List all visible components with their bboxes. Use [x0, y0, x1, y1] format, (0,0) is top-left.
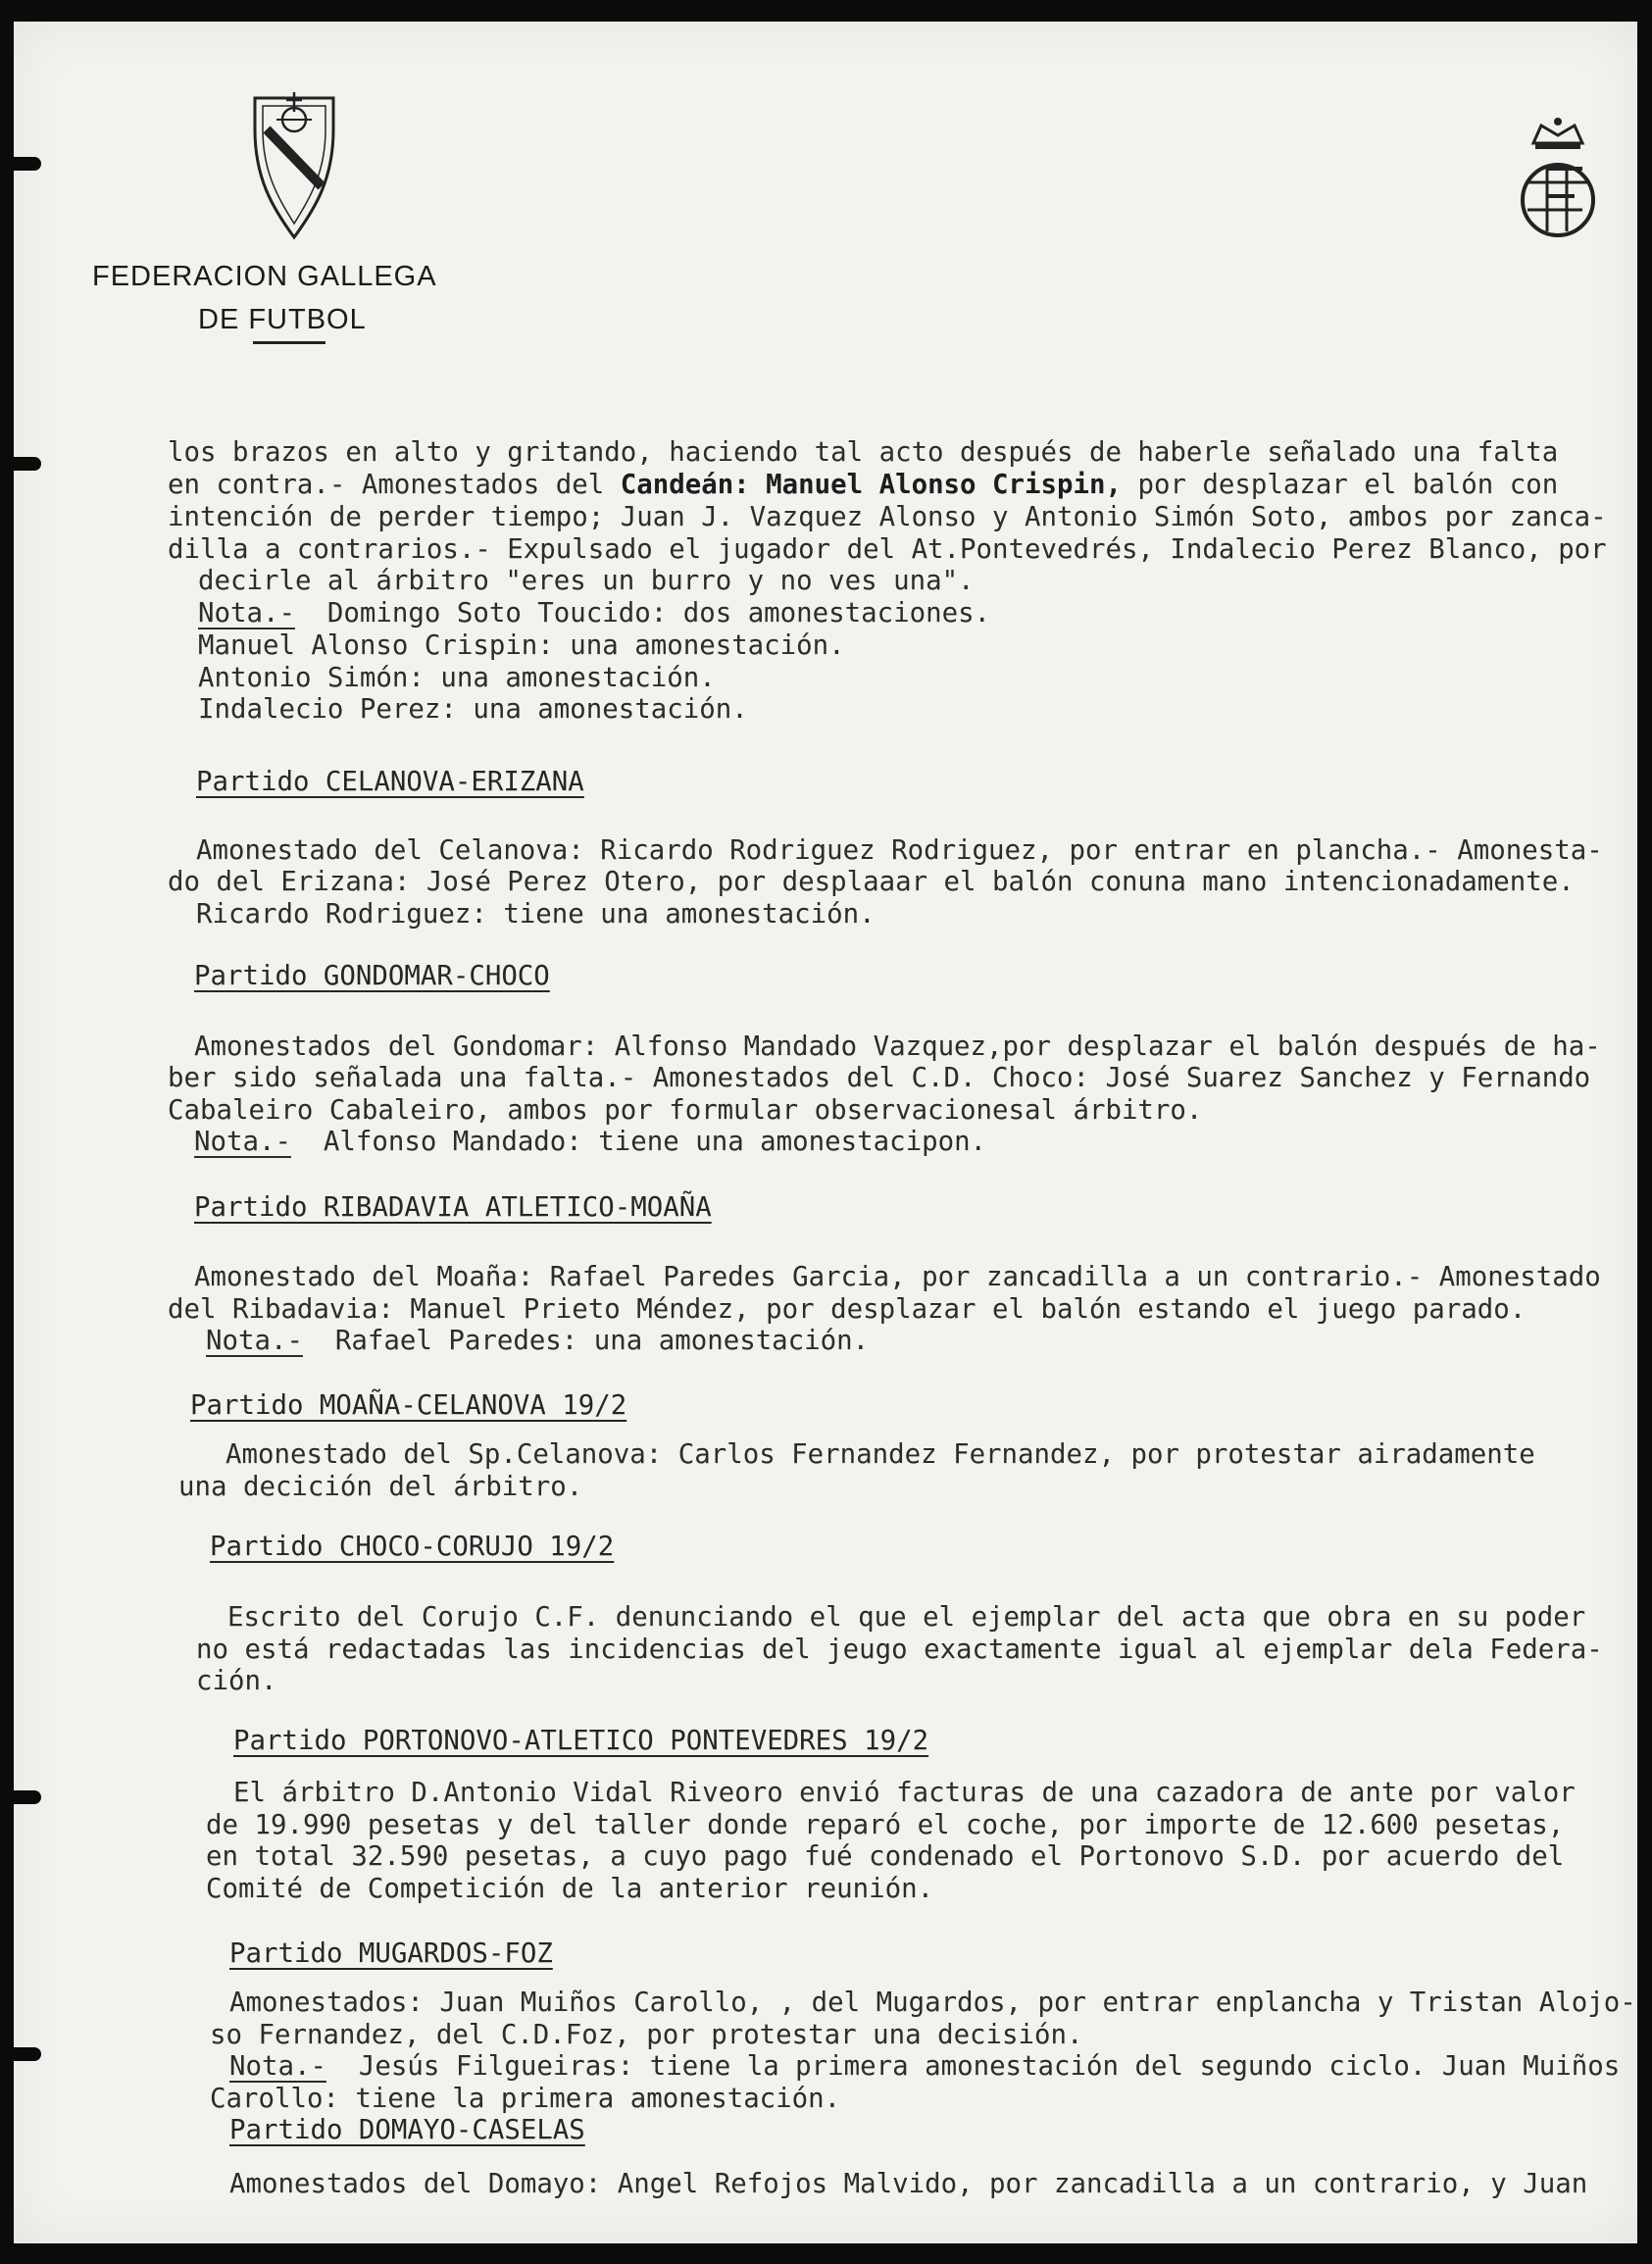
- text-line: no está redactadas las incidencias del jeugo exactamente igual al ejemplar dela Federa-: [196, 1635, 1603, 1665]
- section-heading: Partido MUGARDOS-FOZ: [229, 1938, 553, 1969]
- section-heading: Partido CELANOVA-ERIZANA: [196, 767, 584, 797]
- document-page: [14, 22, 1637, 2243]
- text-line: Manuel Alonso Crispin: una amonestación.: [198, 630, 845, 661]
- text-line: Amonestados del Domayo: Angel Refojos Malvido, por zancadilla a un contrario, y Juan: [229, 2169, 1588, 2199]
- text-line: Indalecio Perez: una amonestación.: [198, 694, 748, 725]
- text-line: los brazos en alto y gritando, haciendo tal acto después de haberle señalado una falta: [168, 437, 1559, 468]
- text-line: Amonestado del Celanova: Ricardo Rodriguez Rodriguez, por entrar en plancha.- Amonesta-: [196, 835, 1603, 866]
- nota-label: Nota.-: [229, 2051, 326, 2082]
- org-name-line1: FEDERACION GALLEGA: [92, 261, 437, 292]
- nota-line: Nota.- Rafael Paredes: una amonestación.: [206, 1326, 870, 1356]
- text-line: en total 32.590 pesetas, a cuyo pago fué condenado el Portonovo S.D. por acuerdo del: [206, 1841, 1565, 1872]
- report-body: [14, 22, 1637, 2243]
- text-line: decirle al árbitro "eres un burro y no ves una".: [198, 566, 975, 596]
- text-line: Escrito del Corujo C.F. denunciando el que el ejemplar del acta que obra en su poder: [227, 1602, 1586, 1633]
- text-line: ción.: [196, 1666, 277, 1696]
- org-name-line2: DE FUTBOL: [198, 304, 367, 335]
- text-line: del Ribadavia: Manuel Prieto Méndez, por desplazar el balón estando el juego parado.: [168, 1294, 1527, 1325]
- nota-line: Nota.- Alfonso Mandado: tiene una amonestacipon.: [194, 1127, 987, 1157]
- text-line: de 19.990 pesetas y del taller donde reparó el coche, por importe de 12.600 pesetas,: [206, 1810, 1565, 1840]
- text-line: Amonestados: Juan Muiños Carollo, , del Mugardos, por entrar enplancha y Tristan Alojo-: [229, 1987, 1636, 2018]
- text-line: en contra.- Amonestados del Candeán: Manuel Alonso Crispin, por desplazar el balón con: [168, 470, 1559, 500]
- section-heading: Partido MOAÑA-CELANOVA 19/2: [190, 1390, 627, 1421]
- nota-label: Nota.-: [194, 1127, 291, 1157]
- text-line: dilla a contrarios.- Expulsado el jugador del At.Pontevedrés, Indalecio Perez Blanco, por: [168, 534, 1607, 565]
- text-line: intención de perder tiempo; Juan J. Vazquez Alonso y Antonio Simón Soto, ambos por zanca-: [168, 502, 1607, 532]
- text-line: El árbitro D.Antonio Vidal Riveoro envió facturas de una cazadora de ante por valor: [233, 1778, 1576, 1808]
- text-line: Amonestado del Moaña: Rafael Paredes Garcia, por zancadilla a un contrario.- Amonestado: [194, 1262, 1601, 1292]
- text-line: Antonio Simón: una amonestación.: [198, 663, 716, 693]
- nota-line: Nota.- Domingo Soto Toucido: dos amonestaciones.: [198, 598, 991, 629]
- section-heading: Partido PORTONOVO-ATLETICO PONTEVEDRES 19/2: [233, 1726, 929, 1756]
- section-heading: Partido GONDOMAR-CHOCO: [194, 961, 550, 991]
- section-heading: Partido DOMAYO-CASELAS: [229, 2115, 585, 2145]
- text-line: Amonestado del Sp.Celanova: Carlos Fernandez Fernandez, por protestar airadamente: [225, 1439, 1535, 1470]
- text-line: Comité de Competición de la anterior reunión.: [206, 1874, 934, 1904]
- text-line: do del Erizana: José Perez Otero, por desplaaar el balón conuna mano intencionadamente.: [168, 867, 1575, 897]
- section-heading: Partido RIBADAVIA ATLETICO-MOAÑA: [194, 1192, 712, 1223]
- text-line: so Fernandez, del C.D.Foz, por protestar una decisión.: [210, 2020, 1083, 2050]
- nota-line: Nota.- Jesús Filgueiras: tiene la primera amonestación del segundo ciclo. Juan Muiños: [229, 2051, 1621, 2082]
- nota-label: Nota.-: [206, 1326, 303, 1356]
- text-line: una decición del árbitro.: [178, 1472, 583, 1502]
- text-line: ber sido señalada una falta.- Amonestados del C.D. Choco: José Suarez Sanchez y Fernando: [168, 1063, 1591, 1093]
- text-line: Carollo: tiene la primera amonestación.: [210, 2084, 841, 2114]
- text-line: Ricardo Rodriguez: tiene una amonestación.: [196, 899, 876, 930]
- text-line: Amonestados del Gondomar: Alfonso Mandado Vazquez,por desplazar el balón después de ha-: [194, 1031, 1601, 1062]
- section-heading: Partido CHOCO-CORUJO 19/2: [210, 1532, 615, 1562]
- nota-label: Nota.-: [198, 598, 295, 629]
- text-line: Cabaleiro Cabaleiro, ambos por formular observacionesal árbitro.: [168, 1095, 1203, 1126]
